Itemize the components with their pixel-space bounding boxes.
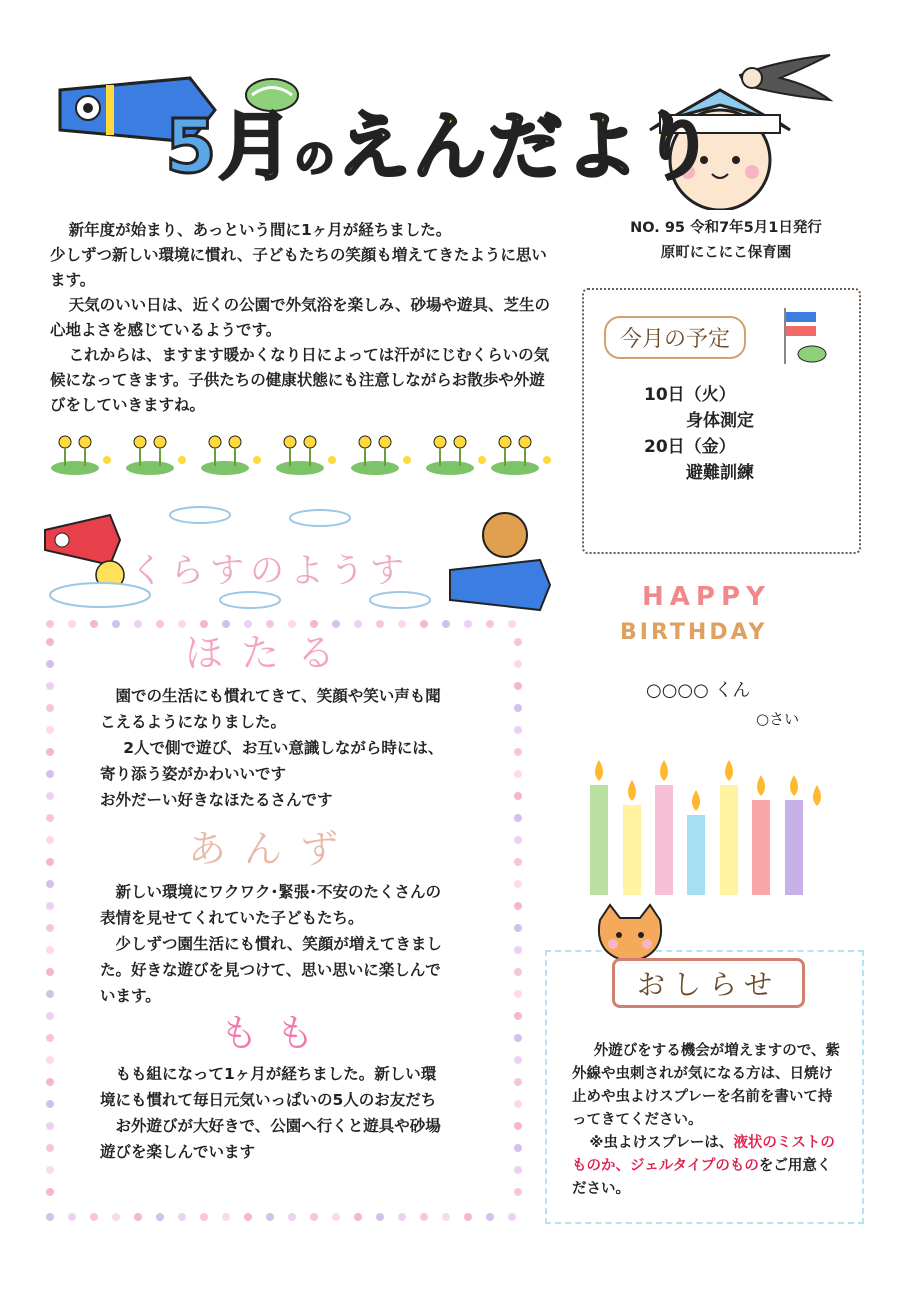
notice-para-2a: ※虫よけスプレーは、 [589,1135,734,1151]
momo-para-1: もも組になって1ヶ月が経ちました。新しい環境にも慣れて毎日元気いっぱいの5人のお友だち [100,1065,437,1109]
frame-dot [514,1166,522,1174]
title-endayori: えんだより [336,104,717,190]
frame-dot [514,1056,522,1064]
class-body-hotaru [100,683,445,813]
frame-dot [514,726,522,734]
frame-dot [46,682,54,690]
candles-icon [585,755,835,895]
frame-dot [46,880,54,888]
title-no: の [294,136,337,182]
issue-info [596,216,856,266]
intro-para-1: 新年度が始まり、あっという間に1ヶ月が経ちました。 [68,221,452,239]
frame-dot [46,1012,54,1020]
schedule-event-2: 避難訓練 [686,463,754,483]
frame-dot [46,902,54,910]
intro-text [50,218,555,418]
class-body-momo [100,1061,445,1165]
class-name-hotaru: ほたる [185,631,354,675]
notice-para-2b: をご用意ください。 [572,1158,832,1197]
hotaru-para-1: 園での生活にも慣れてきて、笑顔や笑い声も聞こえるようになりました。 [100,687,441,731]
frame-dot [514,682,522,690]
frame-dot [46,946,54,954]
birthday-name: ○○○○ くん [646,680,751,701]
frame-dot [442,1213,450,1221]
frame-dot [310,1213,318,1221]
frame-dot [46,1078,54,1086]
frame-dot [46,1056,54,1064]
frame-dot [514,704,522,712]
title-month: 5月 [165,104,295,190]
frame-dot [514,1012,522,1020]
class-name-momo: もも [220,1011,333,1055]
intro-para-2: 少しずつ新しい環境に慣れ、子どもたちの笑顔も増えてきたように思います。 [50,246,547,289]
frame-dot [508,1213,516,1221]
frame-dot [46,968,54,976]
frame-dot [514,1100,522,1108]
frame-dot [46,792,54,800]
flower-divider [45,430,555,476]
koinobori-red-icon [45,515,120,565]
frame-dot [46,1144,54,1152]
frame-dot [46,638,54,646]
frame-dot [46,770,54,778]
birthday-birthday-text: BIRTHDAY [620,620,768,645]
frame-dot [514,968,522,976]
frame-dot [46,620,54,628]
frame-dot [46,836,54,844]
frame-dot [200,1213,208,1221]
frame-dot [332,1213,340,1221]
frame-dot [134,1213,142,1221]
frame-dot [178,1213,186,1221]
frame-dot [354,1213,362,1221]
class-body-anzu [100,879,445,1009]
hotaru-para-3: お外だーい好きなほたるさんです [100,791,333,809]
frame-dot [46,1122,54,1130]
birthday-happy-text: HAPPY [642,582,771,612]
class-anzu [100,818,445,1009]
frame-dot [46,704,54,712]
schedule-list [630,382,830,486]
frame-dot [514,990,522,998]
frame-dot [68,1213,76,1221]
frame-dot [266,1213,274,1221]
class-momo [100,1002,445,1165]
frame-dot [508,620,516,628]
issue-number: NO. 95 令和7年5月1日発行 [630,220,822,236]
anzu-para-1: 新しい環境にワクワク･緊張･不安のたくさんの表情を見せてくれていた子どもたち。 [100,883,442,927]
class-name-anzu: あんず [188,827,357,871]
frame-dot [68,620,76,628]
frame-dot [464,620,472,628]
frame-dot [90,1213,98,1221]
notice-para-2-red: 液状のミストのものか、ジェルタイプのもの [572,1135,835,1174]
frame-dot [514,770,522,778]
frame-dot [46,814,54,822]
frame-dot [46,1188,54,1196]
swallow-icon [740,55,830,100]
frame-dot [514,1188,522,1196]
frame-dot [46,726,54,734]
schedule-date-2: 20日（金） [644,437,736,457]
notice-body [572,1040,840,1201]
frame-dot [46,748,54,756]
frame-dot [486,620,494,628]
class-hotaru [100,622,445,813]
frame-dot [514,880,522,888]
schedule-date-1: 10日（火） [644,385,736,405]
frame-dot [514,924,522,932]
frame-dot [514,946,522,954]
momo-para-2: お外遊びが大好きで、公園へ行くと遊具や砂場遊びを楽しんでいます [100,1117,441,1161]
frame-dot [514,748,522,756]
frame-dot [464,1213,472,1221]
frame-dot [46,1213,54,1221]
school-name: 原町にこにこ保育園 [660,245,792,261]
child-on-koinobori-icon [450,513,550,610]
intro-para-3: 天気のいい日は、近くの公園で外気浴を楽しみ、砂場や遊具、芝生の心地よさを感じているようです。 [50,296,551,339]
frame-dot [46,990,54,998]
frame-dot [288,1213,296,1221]
frame-dot [420,1213,428,1221]
frame-dot [398,1213,406,1221]
frame-dot [514,902,522,910]
intro-para-4: これからは、ますます暖かくなり日によっては汗がにじむくらいの気候になってきます。子供たちの健康状態にも注意しながらお散歩や外遊びをしていきますね。 [50,346,550,414]
anzu-para-2: 少しずつ園生活にも慣れ、笑顔が増えてきました。好きな遊びを見つけて、思い思いに楽しんでいます。 [100,935,442,1005]
koinobori-pole-icon [780,306,830,366]
class-section-heading: くらすのようす [130,551,410,591]
frame-dot [514,638,522,646]
frame-dot [514,836,522,844]
frame-dot [376,1213,384,1221]
frame-dot [90,620,98,628]
frame-dot [514,1144,522,1152]
frame-dot [514,814,522,822]
frame-dot [514,660,522,668]
birthday-happy [642,582,771,612]
frame-dot [514,1078,522,1086]
frame-dot [112,1213,120,1221]
schedule-label: 今月の予定 [604,316,746,359]
frame-dot [514,792,522,800]
hotaru-para-2: 2人で側で遊び、お互い意識しながら時には、寄り添う姿がかわいいです [100,739,444,783]
page-title [165,88,717,194]
frame-dot [222,1213,230,1221]
frame-dot [244,1213,252,1221]
frame-dot [46,924,54,932]
frame-dot [46,858,54,866]
frame-dot [486,1213,494,1221]
birthday-age: ○さい [756,710,800,728]
frame-dot [46,660,54,668]
frame-dot [46,1166,54,1174]
frame-dot [156,1213,164,1221]
frame-dot [514,858,522,866]
frame-dot [46,1100,54,1108]
notice-label: おしらせ [612,958,805,1008]
frame-dot [514,1122,522,1130]
frame-dot [514,1034,522,1042]
notice-para-1: 外遊びをする機会が増えますので、紫外線や虫刺されが気になる方は、日焼け止めや虫よけスプレーを名前を書いて持ってきてください。 [572,1043,840,1128]
frame-dot [46,1034,54,1042]
schedule-event-1: 身体測定 [686,411,754,431]
